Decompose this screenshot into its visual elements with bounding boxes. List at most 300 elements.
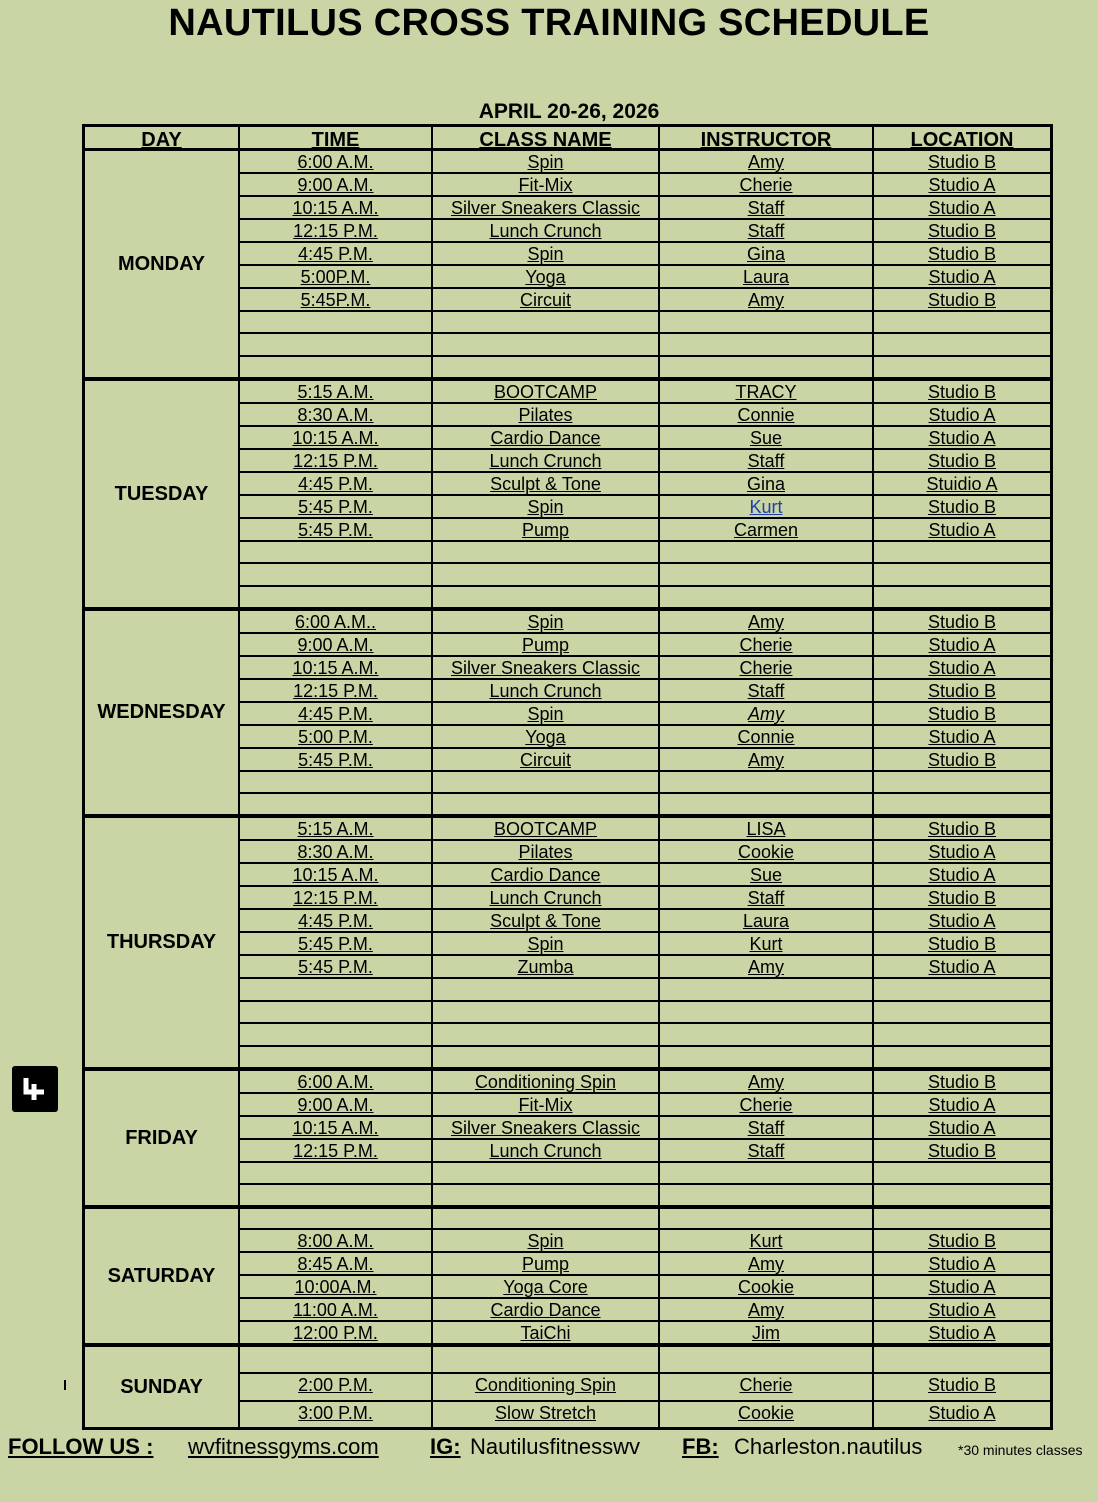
location-cell: Studio B [927, 888, 997, 908]
time-cell [240, 542, 433, 562]
location-cell: Studio B [927, 934, 997, 954]
table-row [240, 266, 1050, 289]
side-tab-icon [12, 1066, 58, 1112]
time-cell: 6:00 A.M.. [240, 611, 433, 632]
follow-us-label: FOLLOW US : [8, 1434, 154, 1459]
instructor-cell: Cherie [660, 1094, 874, 1115]
table-row [240, 749, 1050, 772]
table-row [240, 703, 1050, 726]
table-row [240, 587, 1050, 607]
class-cell: Lunch Crunch [433, 680, 660, 701]
table-row [240, 542, 1050, 564]
time-cell: 5:00 P.M. [240, 726, 433, 747]
tab-glyph-icon [20, 1074, 50, 1104]
instructor-cell: Cherie [660, 1374, 874, 1399]
class-cell: Yoga Core [433, 1276, 660, 1297]
instructor-cell: Amy [660, 289, 874, 310]
class-cell: Silver Sneakers Classic [433, 197, 660, 218]
table-row [240, 979, 1050, 1002]
time-cell: 4:45 P.M. [240, 910, 433, 931]
table-row [240, 1024, 1050, 1047]
class-cell: Spin [433, 611, 660, 632]
class-cell: Lunch Crunch [433, 220, 660, 241]
header-location: LOCATION [910, 129, 1014, 148]
time-cell: 11:00 A.M. [240, 1299, 433, 1320]
time-cell: 10:15 A.M. [240, 1117, 433, 1138]
instructor-cell: Sue [660, 864, 874, 885]
table-row [240, 1002, 1050, 1025]
class-cell [433, 564, 660, 584]
instructor-cell: Amy [660, 1071, 874, 1092]
table-row [240, 657, 1050, 680]
location-cell: Studio B [927, 152, 997, 172]
class-cell: Slow Stretch [433, 1402, 660, 1427]
time-cell: 5:45 P.M. [240, 519, 433, 540]
instructor-cell [660, 1209, 874, 1228]
instructor-cell [660, 587, 874, 607]
location-cell: Studio A [928, 1402, 996, 1423]
location-cell: Studio A [928, 727, 996, 747]
instructor-cell: Cherie [660, 634, 874, 655]
location-cell: Studio A [928, 658, 996, 678]
time-cell [240, 1209, 433, 1228]
location-cell: Studio B [927, 612, 997, 632]
instructor-cell: Kurt [660, 1230, 874, 1251]
time-cell [240, 1163, 433, 1183]
class-cell: Sculpt & Tone [433, 473, 660, 494]
instructor-cell: Cookie [660, 841, 874, 862]
instructor-cell [660, 564, 874, 584]
time-cell: 8:30 A.M. [240, 841, 433, 862]
location-cell: Studio A [928, 1095, 996, 1115]
location-cell [874, 542, 1050, 562]
location-cell [874, 1347, 1050, 1372]
time-cell [240, 794, 433, 814]
location-cell: Studio A [928, 1323, 996, 1343]
location-cell: Studio A [928, 865, 996, 885]
website-link[interactable]: wvfitnessgyms.com [188, 1434, 379, 1459]
day-label: THURSDAY [85, 818, 240, 1067]
class-cell: Lunch Crunch [433, 450, 660, 471]
class-cell: Silver Sneakers Classic [433, 657, 660, 678]
location-cell: Studio B [927, 1141, 997, 1161]
page-title: NAUTILUS CROSS TRAINING SCHEDULE [168, 2, 930, 44]
instructor-cell: Cherie [660, 657, 874, 678]
class-cell: Pump [433, 1253, 660, 1274]
class-cell: Conditioning Spin [433, 1071, 660, 1092]
date-range: APRIL 20-26, 2026 [478, 100, 660, 123]
time-cell: 5:15 A.M. [240, 381, 433, 402]
day-block-tuesday [85, 381, 1050, 611]
instructor-cell: Kurt [660, 496, 874, 517]
instructor-cell: Kurt [660, 933, 874, 954]
header-class-name: CLASS NAME [433, 127, 660, 148]
table-row [240, 381, 1050, 404]
instructor-cell: Sue [660, 427, 874, 448]
table-row [240, 772, 1050, 794]
time-cell: 10:15 A.M. [240, 427, 433, 448]
table-row [240, 1209, 1050, 1230]
location-cell: Studio B [927, 244, 997, 264]
class-cell: Zumba [433, 956, 660, 977]
class-cell [433, 334, 660, 354]
table-row [240, 1140, 1050, 1163]
location-cell [874, 312, 1050, 332]
table-row [240, 794, 1050, 814]
instructor-cell [660, 357, 874, 377]
day-label: WEDNESDAY [85, 611, 240, 814]
time-cell: 12:15 P.M. [240, 680, 433, 701]
instructor-cell [660, 979, 874, 1000]
header-day: DAY [85, 127, 240, 148]
instructor-cell: Staff [660, 220, 874, 241]
instructor-cell: Staff [660, 1117, 874, 1138]
class-cell: Cardio Dance [433, 427, 660, 448]
day-block-saturday [85, 1209, 1050, 1347]
table-row [240, 450, 1050, 473]
table-row [240, 151, 1050, 174]
class-cell [433, 357, 660, 377]
instructor-cell: Connie [660, 404, 874, 425]
time-cell: 12:00 P.M. [240, 1322, 433, 1343]
time-cell: 5:45 P.M. [240, 749, 433, 770]
table-row [240, 887, 1050, 910]
instructor-cell: Laura [660, 910, 874, 931]
instructor-cell: Staff [660, 197, 874, 218]
table-row [240, 634, 1050, 657]
time-cell: 5:45 P.M. [240, 496, 433, 517]
time-cell: 4:45 P.M. [240, 473, 433, 494]
table-row [240, 1276, 1050, 1299]
location-cell: Studio B [927, 221, 997, 241]
instructor-cell [660, 542, 874, 562]
time-cell: 5:15 A.M. [240, 818, 433, 839]
table-row [240, 611, 1050, 634]
day-blocks [85, 151, 1050, 1427]
time-cell: 5:45 P.M. [240, 933, 433, 954]
time-cell: 12:15 P.M. [240, 887, 433, 908]
location-cell: Studio A [928, 198, 996, 218]
time-cell [240, 587, 433, 607]
instructor-cell [660, 1347, 874, 1372]
instructor-cell [660, 1002, 874, 1023]
time-cell: 4:45 P.M. [240, 243, 433, 264]
location-cell: Studio B [927, 451, 997, 471]
instructor-cell: TRACY [660, 381, 874, 402]
instructor-cell: Amy [660, 956, 874, 977]
table-row [240, 197, 1050, 220]
instructor-cell: Amy [660, 1253, 874, 1274]
table-row [240, 726, 1050, 749]
class-cell: Pilates [433, 841, 660, 862]
time-cell: 9:00 A.M. [240, 1094, 433, 1115]
location-cell: Studio B [927, 1375, 997, 1396]
instructor-cell: Laura [660, 266, 874, 287]
instructor-cell: Cherie [660, 174, 874, 195]
table-row [240, 312, 1050, 334]
instructor-cell: Connie [660, 726, 874, 747]
location-cell: Studio A [928, 911, 996, 931]
class-cell: Fit-Mix [433, 1094, 660, 1115]
instructor-cell [660, 1024, 874, 1045]
instructor-cell: Staff [660, 887, 874, 908]
location-cell: Studio B [927, 681, 997, 701]
time-cell: 8:45 A.M. [240, 1253, 433, 1274]
location-cell [874, 772, 1050, 792]
class-cell [433, 312, 660, 332]
class-cell [433, 587, 660, 607]
time-cell: 4:45 P.M. [240, 703, 433, 724]
instructor-cell: Jim [660, 1322, 874, 1343]
time-cell [240, 1002, 433, 1023]
class-cell: Sculpt & Tone [433, 910, 660, 931]
instructor-cell: Gina [660, 473, 874, 494]
instructor-cell [660, 1185, 874, 1205]
instructor-cell: Amy [660, 749, 874, 770]
class-cell: Lunch Crunch [433, 1140, 660, 1161]
time-cell [240, 564, 433, 584]
location-cell: Stuidio A [926, 474, 998, 494]
time-cell [240, 312, 433, 332]
class-cell [433, 1002, 660, 1023]
time-cell: 10:15 A.M. [240, 197, 433, 218]
location-cell [874, 1047, 1050, 1068]
table-row [240, 496, 1050, 519]
footer [0, 1432, 1098, 1466]
class-cell [433, 1185, 660, 1205]
time-cell: 10:15 A.M. [240, 657, 433, 678]
time-cell [240, 979, 433, 1000]
table-row [240, 174, 1050, 197]
time-cell [240, 1347, 433, 1372]
location-cell: Studio A [928, 842, 996, 862]
time-cell [240, 1185, 433, 1205]
class-cell [433, 1347, 660, 1372]
location-cell [874, 1163, 1050, 1183]
table-row [240, 427, 1050, 450]
table-row [240, 404, 1050, 427]
time-cell: 12:15 P.M. [240, 1140, 433, 1161]
time-cell: 6:00 A.M. [240, 1071, 433, 1092]
table-row [240, 910, 1050, 933]
table-header [85, 127, 1050, 151]
instructor-cell: LISA [660, 818, 874, 839]
day-label: TUESDAY [85, 381, 240, 607]
time-cell: 10:00A.M. [240, 1276, 433, 1297]
location-cell: Studio B [927, 290, 997, 310]
location-cell: Studio B [927, 819, 997, 839]
location-cell: Studio A [928, 405, 996, 425]
table-row [240, 1071, 1050, 1094]
class-cell: Yoga [433, 266, 660, 287]
table-row [240, 1185, 1050, 1205]
table-row [240, 1163, 1050, 1185]
time-cell: 3:00 P.M. [240, 1402, 433, 1427]
location-cell: Studio A [928, 1277, 996, 1297]
instructor-cell: Amy [660, 703, 874, 724]
table-row [240, 1094, 1050, 1117]
table-row [240, 841, 1050, 864]
location-cell: Studio B [927, 1231, 997, 1251]
time-cell [240, 1024, 433, 1045]
time-cell: 2:00 P.M. [240, 1374, 433, 1399]
instructor-cell [660, 1163, 874, 1183]
class-cell: Conditioning Spin [433, 1374, 660, 1399]
class-cell [433, 1024, 660, 1045]
table-row [240, 1117, 1050, 1140]
class-cell: Fit-Mix [433, 174, 660, 195]
instructor-cell: Amy [660, 1299, 874, 1320]
table-row [240, 564, 1050, 586]
class-cell: BOOTCAMP [433, 818, 660, 839]
time-cell: 6:00 A.M. [240, 151, 433, 172]
table-row [240, 334, 1050, 356]
class-cell: Lunch Crunch [433, 887, 660, 908]
class-cell [433, 1163, 660, 1183]
time-cell: 8:00 A.M. [240, 1230, 433, 1251]
instructor-cell [660, 334, 874, 354]
time-cell [240, 357, 433, 377]
time-cell: 10:15 A.M. [240, 864, 433, 885]
header-time: TIME [240, 127, 433, 148]
time-cell: 5:45 P.M. [240, 956, 433, 977]
table-row [240, 289, 1050, 312]
location-cell [874, 1024, 1050, 1045]
class-cell: Spin [433, 151, 660, 172]
table-row [240, 933, 1050, 956]
location-cell: Studio A [928, 1118, 996, 1138]
instructor-cell: Amy [660, 151, 874, 172]
location-cell: Studio A [928, 1254, 996, 1274]
class-cell: Circuit [433, 289, 660, 310]
class-cell: Pilates [433, 404, 660, 425]
class-cell [433, 542, 660, 562]
location-cell [874, 1002, 1050, 1023]
location-cell: Studio A [928, 957, 996, 977]
instructor-cell: Amy [660, 611, 874, 632]
instructor-cell [660, 312, 874, 332]
class-length-note: *30 minutes classes [958, 1442, 1083, 1458]
location-cell: Studio A [928, 635, 996, 655]
table-row [240, 864, 1050, 887]
location-cell: Studio A [928, 520, 996, 540]
instagram-label: IG: [430, 1434, 461, 1459]
table-row [240, 1374, 1050, 1401]
table-row [240, 1230, 1050, 1253]
time-cell: 5:45P.M. [240, 289, 433, 310]
instructor-cell [660, 1047, 874, 1068]
class-cell: Cardio Dance [433, 1299, 660, 1320]
time-cell: 5:00P.M. [240, 266, 433, 287]
class-cell: Cardio Dance [433, 864, 660, 885]
table-row [240, 1322, 1050, 1343]
table-row [240, 357, 1050, 377]
location-cell [874, 564, 1050, 584]
class-cell [433, 1209, 660, 1228]
location-cell: Studio A [928, 175, 996, 195]
facebook-handle[interactable]: Charleston.nautilus [734, 1434, 923, 1459]
day-block-wednesday [85, 611, 1050, 818]
instructor-cell: Gina [660, 243, 874, 264]
header-instructor: INSTRUCTOR [660, 127, 874, 148]
class-cell: Spin [433, 933, 660, 954]
location-cell [874, 794, 1050, 814]
table-row [240, 680, 1050, 703]
class-cell: Circuit [433, 749, 660, 770]
instructor-cell: Staff [660, 450, 874, 471]
day-label: FRIDAY [85, 1071, 240, 1205]
instructor-cell: Cookie [660, 1276, 874, 1297]
location-cell [874, 1185, 1050, 1205]
schedule-table [82, 124, 1053, 1430]
class-cell [433, 1047, 660, 1068]
table-row [240, 243, 1050, 266]
location-cell: Studio A [928, 1300, 996, 1320]
class-cell: Pump [433, 634, 660, 655]
location-cell [874, 587, 1050, 607]
day-block-monday [85, 151, 1050, 381]
day-label: MONDAY [85, 151, 240, 377]
table-row [240, 220, 1050, 243]
location-cell [874, 357, 1050, 377]
day-label: SUNDAY [85, 1347, 240, 1427]
time-cell: 12:15 P.M. [240, 450, 433, 471]
class-cell [433, 979, 660, 1000]
class-cell: Silver Sneakers Classic [433, 1117, 660, 1138]
table-row [240, 1253, 1050, 1276]
time-cell: 12:15 P.M. [240, 220, 433, 241]
time-cell [240, 334, 433, 354]
time-cell: 9:00 A.M. [240, 174, 433, 195]
class-cell: Yoga [433, 726, 660, 747]
location-cell [874, 979, 1050, 1000]
class-cell: Spin [433, 1230, 660, 1251]
location-cell: Studio A [928, 267, 996, 287]
day-block-friday [85, 1071, 1050, 1209]
class-cell [433, 772, 660, 792]
class-cell: Spin [433, 243, 660, 264]
day-block-thursday [85, 818, 1050, 1071]
table-row [240, 519, 1050, 542]
table-row [240, 818, 1050, 841]
location-cell: Studio B [927, 704, 997, 724]
facebook-label: FB: [682, 1434, 719, 1459]
table-row [240, 1402, 1050, 1427]
time-cell [240, 772, 433, 792]
day-label: SATURDAY [85, 1209, 240, 1343]
table-row [240, 1299, 1050, 1322]
instructor-cell [660, 772, 874, 792]
table-row [240, 473, 1050, 496]
location-cell: Studio B [927, 750, 997, 770]
location-cell [874, 334, 1050, 354]
instructor-cell: Staff [660, 680, 874, 701]
class-cell: Pump [433, 519, 660, 540]
instructor-cell: Staff [660, 1140, 874, 1161]
time-cell: 9:00 A.M. [240, 634, 433, 655]
class-cell [433, 794, 660, 814]
location-cell: Studio A [928, 428, 996, 448]
class-cell: TaiChi [433, 1322, 660, 1343]
instructor-cell [660, 794, 874, 814]
table-row [240, 1047, 1050, 1068]
instructor-cell: Carmen [660, 519, 874, 540]
day-block-sunday [85, 1347, 1050, 1427]
table-row [240, 1347, 1050, 1374]
location-cell [874, 1209, 1050, 1228]
instagram-handle[interactable]: Nautilusfitnesswv [470, 1434, 640, 1459]
instructor-cell: Cookie [660, 1402, 874, 1427]
